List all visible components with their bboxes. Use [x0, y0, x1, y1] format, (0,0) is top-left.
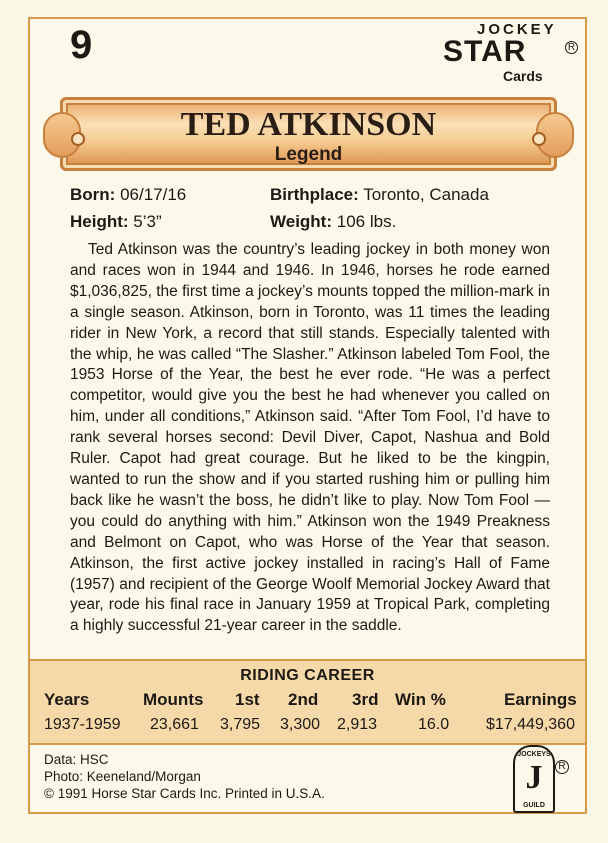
value-first: 3,795	[220, 716, 261, 733]
logo-line-3: Cards	[503, 68, 543, 84]
jockey-star-logo	[443, 21, 576, 87]
jockeys-guild-logo	[513, 745, 555, 813]
card-number: 9	[70, 23, 94, 67]
header-win-pct: Win %	[395, 690, 446, 709]
weight-value: 106 lbs.	[336, 212, 397, 231]
header-third: 3rd	[352, 690, 379, 709]
logo-line-1: JOCKEY	[477, 21, 557, 38]
trading-card-back	[28, 17, 587, 814]
birthplace-value: Toronto, Canada	[363, 185, 489, 204]
guild-bottom-text: GUILD	[523, 802, 545, 809]
credit-copyright: © 1991 Horse Star Cards Inc. Printed in U.S.A.	[44, 786, 325, 801]
logo-line-2: STAR	[443, 35, 527, 68]
guild-j-icon: J	[525, 759, 543, 796]
height-label: Height:	[70, 212, 129, 231]
header-years: Years	[44, 690, 90, 709]
name-plaque	[60, 97, 557, 171]
weight-label: Weight:	[270, 212, 333, 231]
born-value: 06/17/16	[120, 185, 187, 204]
value-mounts: 23,661	[150, 716, 199, 733]
credit-data: Data: HSC	[44, 752, 109, 767]
card-credits	[44, 751, 325, 802]
born-label: Born:	[70, 185, 116, 204]
birthplace-fact	[270, 185, 489, 205]
guild-top-text: JOCKEYS	[517, 751, 551, 758]
value-win-pct: 16.0	[418, 716, 450, 733]
riding-career-title: RIDING CAREER	[240, 667, 375, 684]
weight-fact	[270, 212, 396, 232]
guild-registered-mark-icon: R	[555, 760, 569, 774]
header-mounts: Mounts	[143, 690, 204, 709]
value-third: 2,913	[337, 716, 378, 733]
registered-mark-icon: R	[565, 41, 578, 54]
header-second: 2nd	[288, 690, 319, 709]
height-fact	[70, 212, 162, 232]
jockey-subtitle: Legend	[274, 144, 343, 165]
riding-career-table	[30, 659, 585, 745]
header-first: 1st	[235, 690, 260, 709]
biography-text: Ted Atkinson was the country’s leading jockey in both money won and races won in 1944 and 1946. In 1946, horses he rode earned $1,036,825, the first time a jockey’s mounts topped the million-mark in a single season. Atkinson, born in Toronto, was 11 times the leading rider in New York, a record that still stands. Especially talented with the whip, he was called “The Slasher.” Atkinson labeled Tom Fool, the 1953 Horse of the Year, the best he ever rode. “He was a perfect competitor, would give you the best he had whenever you called on him, under all conditions,” Atkinson said. “After Tom Fool, I’d have to rank several horses second: Devil Diver, Capot, Nashua and Bold Ruler. Capot had great courage. But he liked to be the kingpin, wanted to run the show and if you started rushing him or pulling him back like he wasn’t the boss, he didn’t like to play. Now Tom Fool — you could do anything with him.” Atkinson won the 1949 Preakness and Belmont on Capot, who was Horse of the Year that season. Atkinson, the first active jockey installed in racing’s Hall of Fame (1957) and recipient of the George Woolf Memorial Jockey Award that year, rode his final race in January 1959 at Tropical Park, completing a highly successful 21-year career in the saddle.	[70, 241, 550, 635]
born-fact	[70, 185, 186, 205]
height-value: 5’3”	[133, 212, 162, 231]
value-earnings: $17,449,360	[486, 716, 575, 733]
value-years: 1937-1959	[44, 716, 121, 733]
birthplace-label: Birthplace:	[270, 185, 359, 204]
jockey-name: TED ATKINSON	[180, 106, 437, 143]
credit-photo: Photo: Keeneland/Morgan	[44, 769, 201, 784]
header-earnings: Earnings	[504, 690, 577, 709]
value-second: 3,300	[280, 716, 321, 733]
